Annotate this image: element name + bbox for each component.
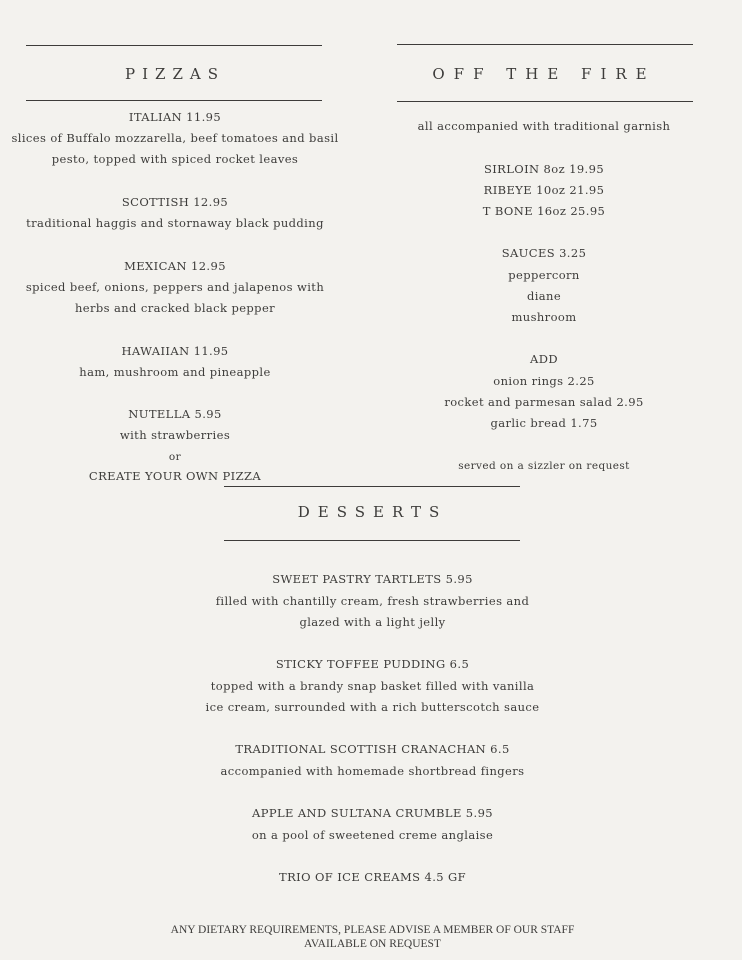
pizza-item-description: slices of Buffalo mozzarella, beef tomatoes and basil bbox=[11, 131, 339, 145]
sauce-option: peppercorn bbox=[508, 268, 580, 282]
steak-item: SIRLOIN 8oz 19.95 bbox=[483, 162, 605, 176]
pizza-item-description: traditional haggis and stornaway black pudding bbox=[26, 216, 324, 230]
pizzas-top-rule bbox=[26, 45, 322, 46]
add-option: rocket and parmesan salad 2.95 bbox=[444, 395, 644, 409]
dessert-item-description: topped with a brandy snap basket filled with vanilla bbox=[210, 679, 535, 693]
sauce-option: diane bbox=[526, 289, 562, 303]
pizza-item-name: SCOTTISH 12.95 bbox=[121, 195, 229, 209]
dessert-item-name: SWEET PASTRY TARTLETS 5.95 bbox=[272, 572, 473, 586]
dessert-item-description: filled with chantilly cream, fresh strawberries and bbox=[215, 594, 530, 608]
desserts-bottom-rule bbox=[224, 540, 520, 541]
pizza-item-description: with strawberries bbox=[119, 428, 231, 442]
create-your-own-pizza: CREATE YOUR OWN PIZZA bbox=[88, 469, 262, 483]
pizzas-heading: PIZZAS bbox=[125, 65, 225, 83]
pizza-item-name: HAWAIIAN 11.95 bbox=[121, 344, 229, 358]
dessert-item-description: accompanied with homemade shortbread fingers bbox=[220, 764, 525, 778]
off-the-fire-top-rule bbox=[397, 44, 693, 45]
add-option: onion rings 2.25 bbox=[493, 374, 595, 388]
steak-item: T BONE 16oz 25.95 bbox=[482, 204, 606, 218]
pizza-item-description: spiced beef, onions, peppers and jalapenos with bbox=[25, 280, 325, 294]
dessert-item-name: TRIO OF ICE CREAMS 4.5 GF bbox=[279, 870, 466, 884]
sauce-option: mushroom bbox=[511, 310, 577, 324]
dessert-item-description: ice cream, surrounded with a rich butterscotch sauce bbox=[205, 700, 540, 714]
pizza-item-name: NUTELLA 5.95 bbox=[128, 407, 222, 421]
pizza-or-text: or bbox=[168, 451, 182, 463]
pizzas-bottom-rule bbox=[26, 100, 322, 101]
pizza-item-description: herbs and cracked black pepper bbox=[74, 301, 276, 315]
dessert-item-name: TRADITIONAL SCOTTISH CRANACHAN 6.5 bbox=[235, 742, 510, 756]
dietary-notice: ANY DIETARY REQUIREMENTS, PLEASE ADVISE A MEMBER OF OUR STAFF bbox=[170, 924, 575, 936]
sizzler-note: served on a sizzler on request bbox=[458, 460, 630, 472]
desserts-heading: DESSERTS bbox=[297, 503, 448, 521]
dessert-item-description: glazed with a light jelly bbox=[299, 615, 446, 629]
off-the-fire-heading: OFF THE FIRE bbox=[432, 65, 656, 83]
availability-notice: AVAILABLE ON REQUEST bbox=[304, 938, 441, 950]
dessert-item-description: on a pool of sweetened creme anglaise bbox=[251, 828, 494, 842]
dessert-item-name: STICKY TOFFEE PUDDING 6.5 bbox=[275, 657, 470, 671]
pizza-item-description: ham, mushroom and pineapple bbox=[79, 365, 271, 379]
desserts-top-rule bbox=[224, 486, 520, 487]
pizza-item-name: MEXICAN 12.95 bbox=[124, 259, 226, 273]
sauces-title: SAUCES 3.25 bbox=[501, 246, 587, 260]
pizza-item-description: pesto, topped with spiced rocket leaves bbox=[51, 152, 299, 166]
off-the-fire-bottom-rule bbox=[397, 101, 693, 102]
add-option: garlic bread 1.75 bbox=[490, 416, 598, 430]
dessert-item-name: APPLE AND SULTANA CRUMBLE 5.95 bbox=[251, 806, 494, 820]
pizza-item-name: ITALIAN 11.95 bbox=[128, 110, 222, 124]
steak-item: RIBEYE 10oz 21.95 bbox=[483, 183, 605, 197]
add-title: ADD bbox=[530, 352, 558, 366]
garnish-note: all accompanied with traditional garnish bbox=[417, 119, 671, 133]
